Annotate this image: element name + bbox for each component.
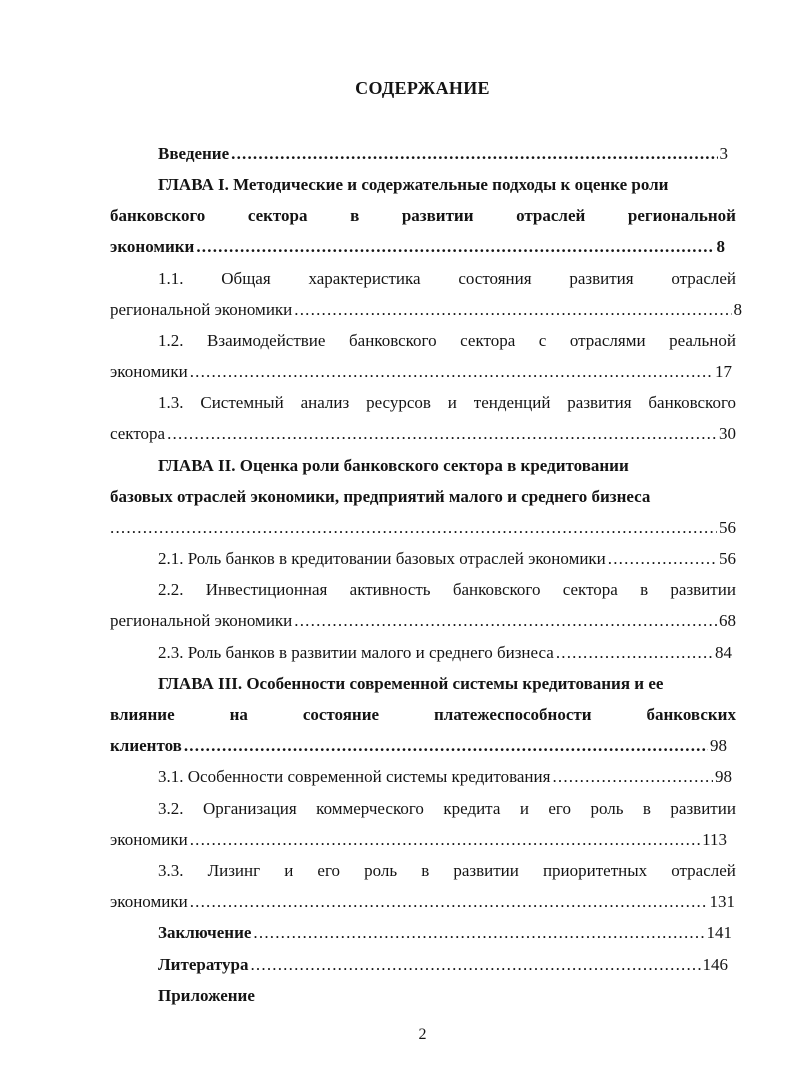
leader-dots <box>253 920 704 946</box>
leader-dots <box>196 234 714 260</box>
chapter-2-heading-line-2[interactable]: базовых отраслей экономики, предприятий малого и среднего бизнеса <box>110 487 651 506</box>
toc-entry-3-2-line-2[interactable]: экономики ..... 113 <box>110 827 727 853</box>
chapter-3-heading-line-2[interactable]: влияние на состояние платежеспособности банковских <box>110 705 736 724</box>
toc-entry-2-1[interactable]: 2.1. Роль банков в кредитовании базовых отраслей экономики ..... 56 <box>158 546 736 572</box>
toc-page-number: 113 <box>702 830 727 849</box>
leader-dots <box>556 640 713 666</box>
chapter-3-heading-line-3[interactable]: клиентов ..... 98 <box>110 733 727 759</box>
toc-entry-introduction[interactable] <box>158 141 728 167</box>
toc-entry-conclusion[interactable]: Заключение ..... 141 <box>158 920 732 946</box>
toc-page-number: 3 <box>719 144 728 163</box>
chapter-2-heading-line-3[interactable] <box>110 515 736 541</box>
toc-entry-appendix[interactable]: Приложение <box>158 986 255 1005</box>
toc-page-number: 56 <box>719 549 736 568</box>
leader-dots <box>184 733 708 759</box>
leader-dots <box>190 889 708 915</box>
toc-page-number: 56 <box>719 518 736 537</box>
toc-entry-1-1-line-1[interactable]: 1.1. Общая характеристика состояния развития отраслей <box>158 269 736 288</box>
toc-page-number: 17 <box>715 362 732 381</box>
toc-entry-literature[interactable]: Литература ..... 146 <box>158 952 728 978</box>
leader-dots <box>167 421 717 447</box>
toc-page-number: 146 <box>702 955 728 974</box>
toc-entry-3-3-line-2[interactable]: экономики ..... 131 <box>110 889 735 915</box>
leader-dots <box>294 608 717 634</box>
leader-dots <box>190 827 700 853</box>
toc-entry-3-3-line-1[interactable]: 3.3. Лизинг и его роль в развитии приоритетных отраслей <box>158 861 736 880</box>
chapter-1-heading-line-3[interactable]: экономики ..... 8 <box>110 234 725 260</box>
chapter-1-heading-line-1[interactable]: ГЛАВА I. Методические и содержательные подходы к оценке роли <box>158 175 669 194</box>
leader-dots <box>294 297 731 323</box>
chapter-2-heading-line-1[interactable]: ГЛАВА II. Оценка роли банковского сектора в кредитовании <box>158 456 629 475</box>
chapter-3-heading-line-1[interactable]: ГЛАВА III. Особенности современной системы кредитования и ее <box>158 674 664 693</box>
leader-dots <box>250 952 700 978</box>
toc-entry-2-2-line-1[interactable]: 2.2. Инвестиционная активность банковского сектора в развитии <box>158 580 736 599</box>
leader-dots <box>608 546 717 572</box>
chapter-1-heading-line-2[interactable]: банковского сектора в развитии отраслей региональной <box>110 206 736 225</box>
toc-page-number: 8 <box>716 237 725 256</box>
toc-entry-1-3-line-2[interactable]: сектора ..... 30 <box>110 421 736 447</box>
toc-page-number: 98 <box>715 767 732 786</box>
leader-dots <box>110 515 717 541</box>
toc-entry-3-2-line-1[interactable]: 3.2. Организация коммерческого кредита и его роль в развитии <box>158 799 736 818</box>
page-number: 2 <box>418 1026 427 1043</box>
leader-dots <box>552 764 713 790</box>
toc-entry-2-3[interactable]: 2.3. Роль банков в развитии малого и среднего бизнеса ..... 84 <box>158 640 732 666</box>
toc-page-number: 141 <box>706 923 732 942</box>
toc-page-number: 8 <box>733 300 742 319</box>
toc-entry-2-2-line-2[interactable]: региональной экономики ..... 68 <box>110 608 736 634</box>
toc-page-number: 30 <box>719 424 736 443</box>
toc-page-number: 68 <box>719 611 736 630</box>
toc-entry-1-3-line-1[interactable]: 1.3. Системный анализ ресурсов и тенденций развития банковского <box>158 393 736 412</box>
toc-page-number: 131 <box>709 892 735 911</box>
toc-entry-1-2-line-2[interactable]: экономики ..... 17 <box>110 359 732 385</box>
toc-page-number: 84 <box>715 643 732 662</box>
toc-entry-1-2-line-1[interactable]: 1.2. Взаимодействие банковского сектора с отраслями реальной <box>158 331 736 350</box>
toc-entry-3-1[interactable]: 3.1. Особенности современной системы кредитования ..... 98 <box>158 764 732 790</box>
toc-entry-label: Введение <box>158 144 230 163</box>
leader-dots <box>231 141 717 167</box>
toc-entry-1-1-line-2[interactable]: региональной экономики ..... 8 <box>110 297 742 323</box>
page-title: СОДЕРЖАНИЕ <box>355 78 490 98</box>
toc-page-number: 98 <box>710 736 727 755</box>
leader-dots <box>190 359 713 385</box>
